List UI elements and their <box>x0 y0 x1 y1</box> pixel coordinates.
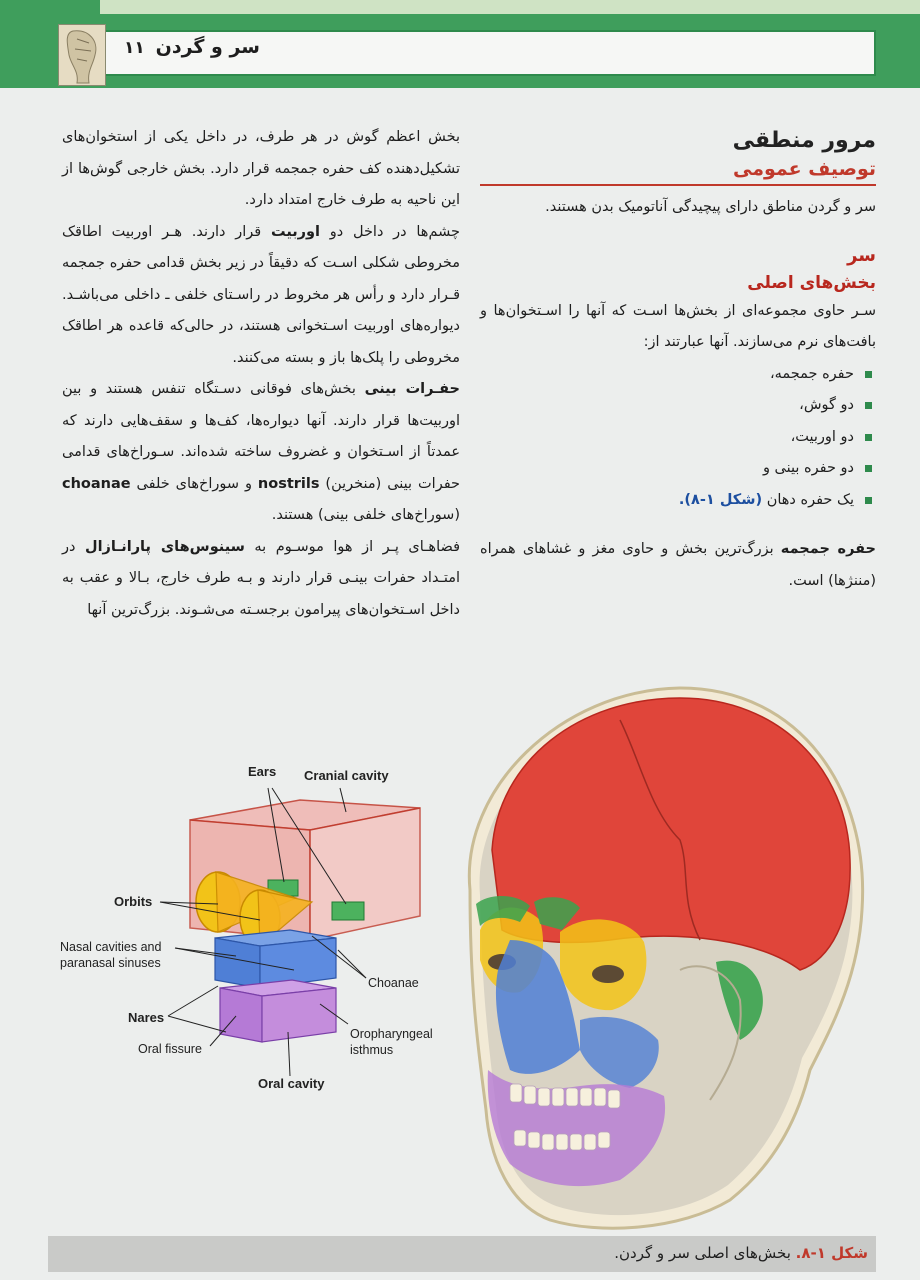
nostrils-term: nostrils <box>257 475 320 492</box>
cranial-paragraph <box>480 534 876 597</box>
label-oropharyngeal-line1: Oropharyngeal <box>350 1027 433 1041</box>
nasal-paragraph <box>62 374 460 532</box>
sinus-text-a: فضاهـای پـر از هوا موسـوم به <box>244 538 461 555</box>
caption-text: بخش‌های اصلی سر و گردن. <box>614 1244 796 1262</box>
skull-illustration <box>469 688 862 1228</box>
cranial-text: بزرگ‌ترین بخش و حاوی مغز و غشاهای همراه (مننژها) است. <box>480 541 876 589</box>
orbit-paragraph <box>62 217 460 375</box>
label-orbits: Orbits <box>114 894 153 909</box>
caption-number: شکل ۱-۸. <box>795 1244 868 1262</box>
list-item <box>480 485 876 517</box>
section-title: سر <box>847 244 876 266</box>
left-text-column <box>62 122 460 626</box>
list-item: دو گوش، <box>480 390 876 422</box>
figure-caption-bar <box>48 1236 876 1272</box>
subsection-title: بخش‌های اصلی <box>747 272 876 293</box>
figure-caption <box>614 1244 868 1262</box>
orbit-text-b: قرار دارند. هـر اوربیت اطاقک مخروطی شکلی اسـت که دقیقاً در زیر بخش قدامی حفره جمجمه قـرار دارد و رأس هر مخروط در راسـتای خلفی ـ داخلی می‌باشـد. دیواره‌های اوربیت اسـتخوانی هستند، در حالی‌که قاعده هر اطاقک مخروطی را پلک‌ها باز و بسته می‌کنند. <box>62 223 460 366</box>
heading-sub: توصیف عمومی <box>480 156 876 186</box>
parts-list <box>480 359 876 517</box>
label-oral-fissure: Oral fissure <box>138 1042 202 1056</box>
oral-box-side <box>262 988 336 1042</box>
label-oral-cavity: Oral cavity <box>258 1076 325 1091</box>
orbit-text-a: چشم‌ها در داخل دو <box>320 223 460 240</box>
nasal-text-b: و سوراخ‌های خلفی <box>130 475 258 492</box>
chapter-thumbnail-icon <box>58 24 106 86</box>
sinus-term: سینوس‌های پارانـازال <box>84 538 245 555</box>
nasal-text-a: بخش‌های فوقانی دسـتگاه تنفس هستند و بین اوربیت‌ها قرار دارند. آنها دیواره‌ها، کف‌ها و سقف‌هایی دارند که عمدتاً از اسـتخوان و غضروف ساخته شده‌اند. سـوراخ‌های قدامی حفرات بینی (منخرین) <box>62 381 460 492</box>
label-choanae: Choanae <box>368 976 419 990</box>
oral-box-front <box>220 988 262 1042</box>
figure-reference-link[interactable]: (شکل ۱-۸). <box>678 491 763 508</box>
figure-head-regions <box>40 640 920 1230</box>
label-nasal-line2: paranasal sinuses <box>60 956 161 970</box>
ear-block-right <box>332 902 364 920</box>
sinus-paragraph <box>62 532 460 627</box>
list-item: دو اوربیت، <box>480 422 876 454</box>
label-nares: Nares <box>128 1010 165 1025</box>
label-ears: Ears <box>248 764 277 779</box>
orbit-term: اوربیت <box>270 223 321 240</box>
choanae-term: choanae <box>62 475 131 492</box>
intro-paragraph: سر و گردن مناطق دارای پیچیدگی آناتومیک بدن هستند. <box>545 199 876 215</box>
nasal-text-c: (سوراخ‌های خلفی بینی) هستند. <box>271 507 460 523</box>
nasal-term: حفـرات بینی <box>364 381 460 397</box>
list-item-text: یک حفره دهان <box>766 491 854 508</box>
header-light-strip <box>100 0 920 14</box>
label-nasal-line1: Nasal cavities and <box>60 940 162 954</box>
label-cranial-cavity: Cranial cavity <box>304 768 389 783</box>
right-text-column <box>480 126 876 597</box>
heading-main: مرور منطقی <box>732 128 876 153</box>
cranial-term: حفره جمجمه <box>780 541 876 557</box>
schematic-diagram <box>60 764 433 1091</box>
ear-paragraph: بخش اعظم گوش در هر طرف، در داخل یکی از استخوان‌های تشکیل‌دهنده کف حفره جمجمه قرار دارد. بخش خارجی گوش‌ها از این ناحیه به طرف خارج امتداد دارد. <box>62 129 460 208</box>
parts-intro-paragraph: سـر حاوی مجموعه‌ای از بخش‌ها اسـت که آنها را اسـتخوان‌ها و بافت‌های نرم می‌سازند. آنها عبارتند از: <box>480 302 876 350</box>
chapter-title: سر و گردن <box>155 36 260 58</box>
label-oropharyngeal-line2: isthmus <box>350 1043 394 1057</box>
sinus-text-b: در امتـداد حفرات بینـی قرار دارند و بـه طرف خارج، بـالا و عقب به داخل اسـتخوان‌های پیرامون برجسـته می‌شـوند. بزرگ‌ترین آنها <box>62 538 460 618</box>
nasal-box-front <box>215 938 260 988</box>
list-item: حفره جمجمه، <box>480 359 876 391</box>
list-item: دو حفره بینی و <box>480 453 876 485</box>
figure-illustration <box>40 640 920 1230</box>
page-number: ۱۱ <box>124 38 145 58</box>
